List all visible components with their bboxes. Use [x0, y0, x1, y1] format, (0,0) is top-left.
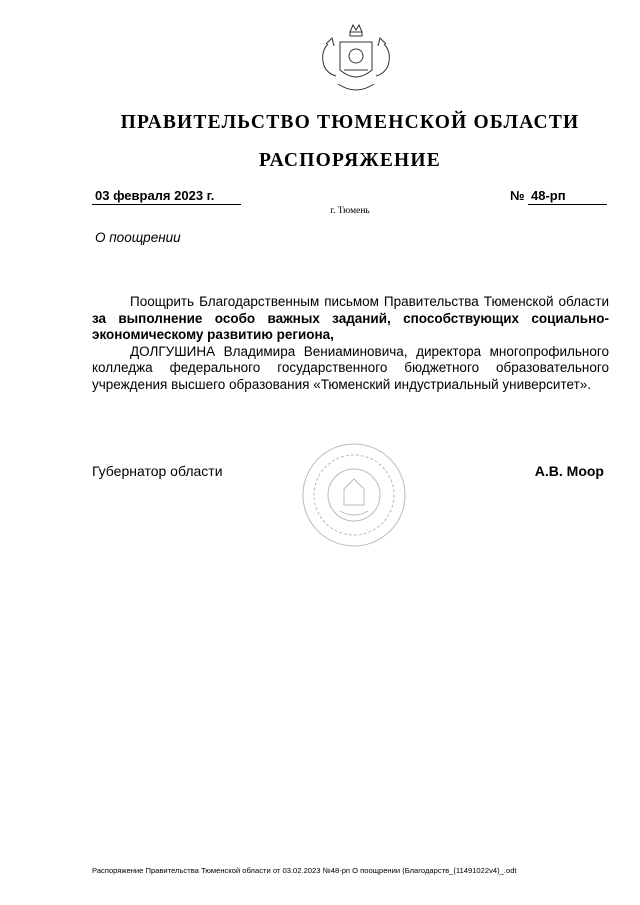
document-date: 03 февраля 2023 г. — [92, 188, 241, 205]
paragraph-2: ДОЛГУШИНА Владимира Вениаминовича, директора многопрофильного колледжа федерального государственного бюджетного образовательного учреждения высшего образования «Тюменский индустриальный университет». — [92, 343, 609, 392]
document-type: РАСПОРЯЖЕНИЕ — [259, 150, 441, 171]
footer-filename: Распоряжение Правительства Тюменской области от 03.02.2023 №48-рп О поощрении (Благодарств_(11491022v4)_.odt — [92, 866, 517, 875]
paragraph-1 — [92, 294, 609, 344]
government-title: ПРАВИТЕЛЬСТВО ТЮМЕНСКОЙ ОБЛАСТИ — [120, 112, 580, 133]
document-subject: О поощрении — [95, 230, 181, 245]
signatory-name: А.В. Моор — [534, 463, 604, 479]
document-body — [92, 294, 609, 393]
coat-of-arms-icon — [310, 22, 402, 102]
paragraph-1-bold: за выполнение особо важных заданий, способствующих социально-экономическому развитию региона, — [92, 310, 609, 342]
official-seal-icon — [300, 441, 408, 549]
document-number: 48-рп — [528, 188, 607, 205]
number-label: № — [510, 188, 525, 203]
paragraph-1-plain: Поощрить Благодарственным письмом Правительства Тюменской области — [130, 294, 609, 309]
city: г. Тюмень — [330, 206, 370, 216]
signatory-position: Губернатор области — [92, 463, 223, 479]
